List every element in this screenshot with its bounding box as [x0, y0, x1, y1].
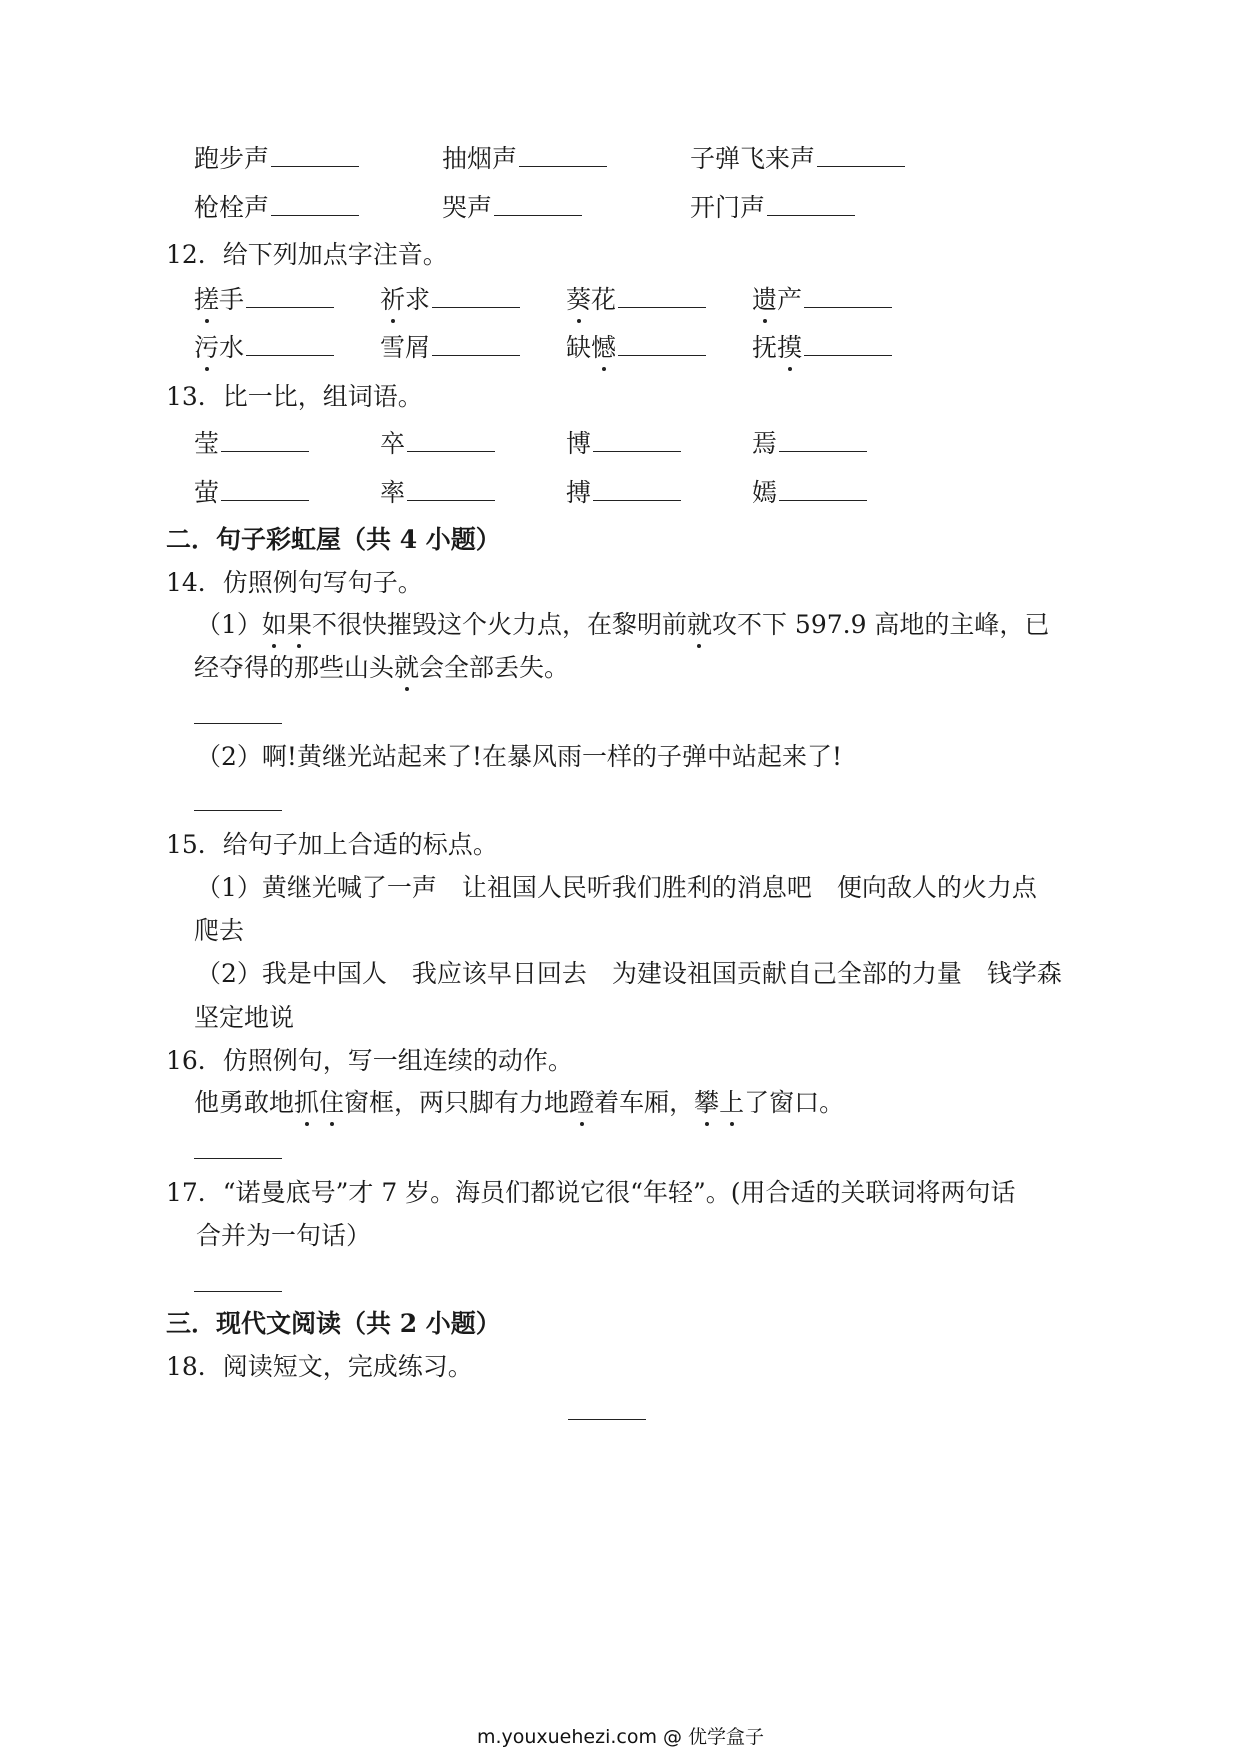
- dotted-char: 就: [394, 651, 419, 685]
- answer-line[interactable]: [194, 722, 282, 724]
- q13-item: [752, 476, 867, 510]
- q13-item: [566, 427, 681, 461]
- q13-char: 博: [566, 429, 592, 458]
- dotted-char: 搓: [194, 283, 219, 317]
- answer-blank[interactable]: [593, 427, 681, 452]
- text: 了窗口。: [744, 1088, 845, 1117]
- q12-item: [194, 283, 334, 317]
- answer-blank[interactable]: [779, 476, 867, 501]
- q13-char: 萤: [194, 478, 220, 507]
- answer-line[interactable]: [194, 809, 282, 811]
- q12-char: 产: [777, 285, 803, 314]
- dotted-char: 攀: [694, 1086, 719, 1120]
- dotted-char: 抓: [294, 1086, 319, 1120]
- passage-title-blank[interactable]: [568, 1418, 646, 1420]
- section-heading-3: 三．现代文阅读（共 2 小题）: [166, 1309, 501, 1338]
- text: 不很快摧毁这个火力点，在黎明前: [311, 610, 687, 639]
- q11-item: [442, 142, 607, 176]
- q16-title: 16．仿照例句，写一组连续的动作。: [166, 1046, 573, 1075]
- q12-title: 12．给下列加点字注音。: [166, 240, 448, 269]
- q14-part1-line2: [194, 651, 569, 685]
- q12-item: [566, 331, 706, 365]
- q11-word: 跑步声: [194, 144, 270, 173]
- q12-item: [566, 283, 706, 317]
- q13-char: 率: [380, 478, 406, 507]
- text: 窗框，两只脚有力地: [344, 1088, 570, 1117]
- text: 他勇敢地: [194, 1088, 295, 1117]
- q12-item: [194, 331, 334, 365]
- q11-item: [442, 191, 582, 225]
- answer-blank[interactable]: [519, 142, 607, 167]
- q14-part1-line1: [196, 608, 1049, 642]
- q15-part1-line2: 爬去: [194, 916, 245, 945]
- q15-part2-line1: （2）我是中国人 我应该早日回去 为建设祖国贡献自己全部的力量 钱学森: [196, 959, 1062, 988]
- answer-blank[interactable]: [271, 142, 359, 167]
- dotted-char: 住: [319, 1086, 344, 1120]
- text: 会全部丢失。: [419, 653, 570, 682]
- q12-char: 花: [591, 285, 617, 314]
- q13-item: [194, 476, 309, 510]
- q13-item: [380, 476, 495, 510]
- q15-part2-line2: 坚定地说: [194, 1003, 295, 1032]
- q11-item: [194, 191, 359, 225]
- q12-char: 求: [405, 285, 431, 314]
- q13-char: 搏: [566, 478, 592, 507]
- q15-title: 15．给句子加上合适的标点。: [166, 830, 498, 859]
- q11-word: 子弹飞来声: [690, 144, 816, 173]
- dotted-char: 憾: [591, 331, 616, 365]
- answer-blank[interactable]: [432, 283, 520, 308]
- q13-title: 13．比一比，组词语。: [166, 382, 423, 411]
- dotted-char: 果: [287, 608, 312, 642]
- section-heading-2: 二．句子彩虹屋（共 4 小题）: [166, 525, 501, 554]
- dotted-char: 如: [262, 608, 287, 642]
- answer-blank[interactable]: [804, 331, 892, 356]
- answer-blank[interactable]: [817, 142, 905, 167]
- q12-char: 抚: [752, 333, 778, 362]
- dotted-char: 葵: [566, 283, 591, 317]
- dotted-char: 就: [687, 608, 712, 642]
- q13-char: 莹: [194, 429, 220, 458]
- q12-item: [752, 283, 892, 317]
- answer-blank[interactable]: [432, 331, 520, 356]
- footer-watermark: m.youxuehezi.com @ 优学盒子: [476, 1726, 765, 1748]
- answer-line[interactable]: [194, 1290, 282, 1292]
- answer-blank[interactable]: [767, 191, 855, 216]
- q13-item: [194, 427, 309, 461]
- answer-blank[interactable]: [804, 283, 892, 308]
- q13-char: 焉: [752, 429, 778, 458]
- dotted-char: 祈: [380, 283, 405, 317]
- answer-blank[interactable]: [246, 283, 334, 308]
- q12-char: 手: [219, 285, 245, 314]
- answer-blank[interactable]: [271, 191, 359, 216]
- q11-word: 哭声: [442, 193, 493, 222]
- dotted-char: 摸: [777, 331, 802, 365]
- q13-item: [380, 427, 495, 461]
- q11-item: [690, 191, 855, 225]
- q17-line1: 17．“诺曼底号”才 7 岁。海员们都说它很“年轻”。(用合适的关联词将两句话: [166, 1178, 1016, 1207]
- dotted-char: 蹬: [569, 1086, 594, 1120]
- answer-blank[interactable]: [779, 427, 867, 452]
- answer-blank[interactable]: [246, 331, 334, 356]
- answer-blank[interactable]: [407, 476, 495, 501]
- q16-example: [194, 1086, 844, 1120]
- answer-blank[interactable]: [618, 283, 706, 308]
- q11-word: 枪栓声: [194, 193, 270, 222]
- q13-item: [752, 427, 867, 461]
- dotted-char: 污: [194, 331, 219, 365]
- text: 攻不下 597.9 高地的主峰，已: [711, 610, 1050, 639]
- q11-item: [194, 142, 359, 176]
- answer-blank[interactable]: [593, 476, 681, 501]
- q17-line2: 合并为一句话）: [196, 1221, 372, 1250]
- answer-blank[interactable]: [618, 331, 706, 356]
- text: （1）: [196, 610, 262, 639]
- q11-word: 抽烟声: [442, 144, 518, 173]
- q15-part1-line1: （1）黄继光喊了一声 让祖国人民听我们胜利的消息吧 便向敌人的火力点: [196, 873, 1037, 902]
- q13-char: 嫣: [752, 478, 778, 507]
- answer-blank[interactable]: [494, 191, 582, 216]
- q12-char: 缺: [566, 333, 592, 362]
- q14-title: 14．仿照例句写句子。: [166, 568, 423, 597]
- q12-item: [380, 283, 520, 317]
- q13-char: 卒: [380, 429, 406, 458]
- text: 着车厢，: [594, 1088, 695, 1117]
- q12-char: 水: [219, 333, 245, 362]
- answer-line[interactable]: [194, 1157, 282, 1159]
- dotted-char: 上: [719, 1086, 744, 1120]
- q11-word: 开门声: [690, 193, 766, 222]
- q14-part2: （2）啊!黄继光站起来了!在暴风雨一样的子弹中站起来了!: [196, 742, 843, 771]
- text: 经夺得的那些山头: [194, 653, 395, 682]
- answer-blank[interactable]: [221, 476, 309, 501]
- dotted-char: 遗: [752, 283, 777, 317]
- q12-item: [752, 331, 892, 365]
- q13-item: [566, 476, 681, 510]
- answer-blank[interactable]: [407, 427, 495, 452]
- q11-item: [690, 142, 905, 176]
- q18-title: 18．阅读短文，完成练习。: [166, 1352, 473, 1381]
- q12-item: [380, 331, 520, 365]
- answer-blank[interactable]: [221, 427, 309, 452]
- q12-char: 雪屑: [380, 333, 431, 362]
